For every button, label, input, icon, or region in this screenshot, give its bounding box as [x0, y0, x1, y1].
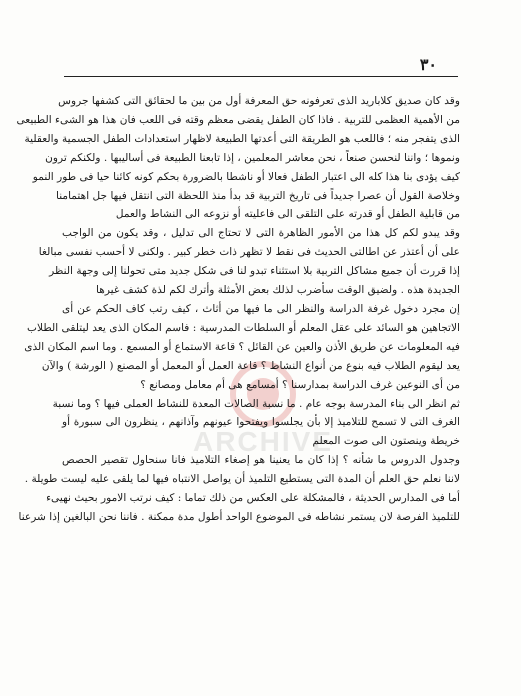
header-rule: [64, 76, 458, 77]
text-line: إن مجرد دخول غرفة الدراسة والنظر الى ما فيها من أثاث ، كيف رتب كاف الحكم عن أى: [62, 302, 460, 315]
text-line: أما فى المدارس الحديثة ، فالمشكلة على العكس من ذلك تماما : كيف نرتب الامور بحيث نهيىء: [46, 492, 460, 505]
page-number: ٣٠: [419, 55, 437, 74]
watermark-text: ARCHIVE: [192, 426, 333, 457]
text-line: للتلميذ الفرصة لان يستمر نشاطه فى الموضوع الواحد أطول مدة ممكنة . فاننا نحن البالغين إذا شرعنا: [18, 510, 460, 523]
body-text: [16, 92, 460, 527]
text-line: من قابلية الطفل أو قدرته على التلقى الى فاعليته أو نزوعه الى النشاط والعمل: [115, 208, 460, 221]
text-line: وجدول الدروس ما شأنه ؟ إذا كان ما يعنينا هو إصغاء التلاميذ فانا سنحاول تقصير الحصص: [62, 454, 460, 467]
text-line: خريطة وينصتون الى صوت المعلم: [312, 435, 460, 448]
text-line: وقد كان صديق كلاباريد الذى تعرفونه حق المعرفة أول من بين ما لحقائق التى كشفها جروس: [58, 95, 460, 107]
text-line: من الأهمية العظمى للتربية . فاذا كان الطفل يقضى معظم وقته فى اللعب فان هذا هو الشىء الطبيعى: [16, 113, 460, 126]
text-line: الاتجاهين هو السائد على عقل المعلم أو السلطات المدرسية : فاسم المكان الذى يعد ليتلقى الطلاب: [27, 321, 460, 334]
text-line: وقد يبدو لكم كل هذا من الأمور الظاهرة التى لا تحتاج الى تدليل ، وقد يكون من الواجب: [62, 227, 460, 240]
text-line: على أن أعتذر عن اطالتى الحديث فى نقط لا تظهر ذات خطر كبير . ولكنى لا أحسب نفسى مبالغا: [38, 246, 460, 259]
text-line: ثم انظر الى بناء المدرسة بوجه عام . ما نسبة الصالات المعدة للنشاط العملى فيها ؟ وما نسبة: [52, 397, 460, 410]
text-line: فيه المعلومات عن طريق الأذن والعين عن القائل ؟ قاعة الاستماع أو المسمع . وما اسم المكان الذى: [24, 340, 460, 353]
text-line: الذى يتفجر منه ؛ فاللعب هو الطريقة التى أعدتها الطبيعة لاظهار استعدادات الطفل الجسمية والعقلية: [24, 132, 460, 145]
text-line: يعد ليقوم الطلاب فيه بنوع من أنواع النشاط ؟ قاعة العمل أو المعمل أو المصنع ( الورشة ) والآن: [41, 359, 460, 372]
text-line: الجديدة هذه . ولضيق الوقت سأضرب لذلك بعض الأمثلة وأترك لكم لذة كشف غيرها: [96, 284, 460, 297]
text-line: من أى النوعين غرف الدراسة بمدارسنا ؟ أمسامع هى أم معامل ومصانع ؟: [140, 378, 460, 391]
text-line: إذا قررت أن جميع مشاكل التربية بلا استثناء تبدو لنا فى شكل جديد متى تحولنا إلى وجهة النظر: [49, 265, 460, 278]
text-line: ونموها ؛ واننا لنحسن صنعاً ، نحن معاشر المعلمين ، إذا تابعنا الطبيعة فى أساليبها . ولكنكم ترون: [45, 151, 460, 164]
text-line: وخلاصة القول أن عصرا جديداً فى تاريخ التربية قد بدأ منذ اللحظة التى انتقل فيها جل اهتمامنا: [55, 189, 460, 202]
text-line: كيف يؤدى بنا هذا كله الى اعتبار الطفل فعالا أو ناشطا بالضرورة بحكم كونه كائنا حيا فى طور النمو: [32, 170, 460, 183]
text-line: الغرف التى لا تسمح للتلاميذ إلا بأن يجلسوا ويفتحوا عيونهم وآذانهم ، ينظرون الى سبورة أو: [62, 416, 460, 429]
text-line: لاننا نعلم حق العلم أن المدة التى يستطيع التلميذ أن يواصل الانتباه فيها لما يلقى عليه ليست طويلة .: [24, 473, 460, 486]
